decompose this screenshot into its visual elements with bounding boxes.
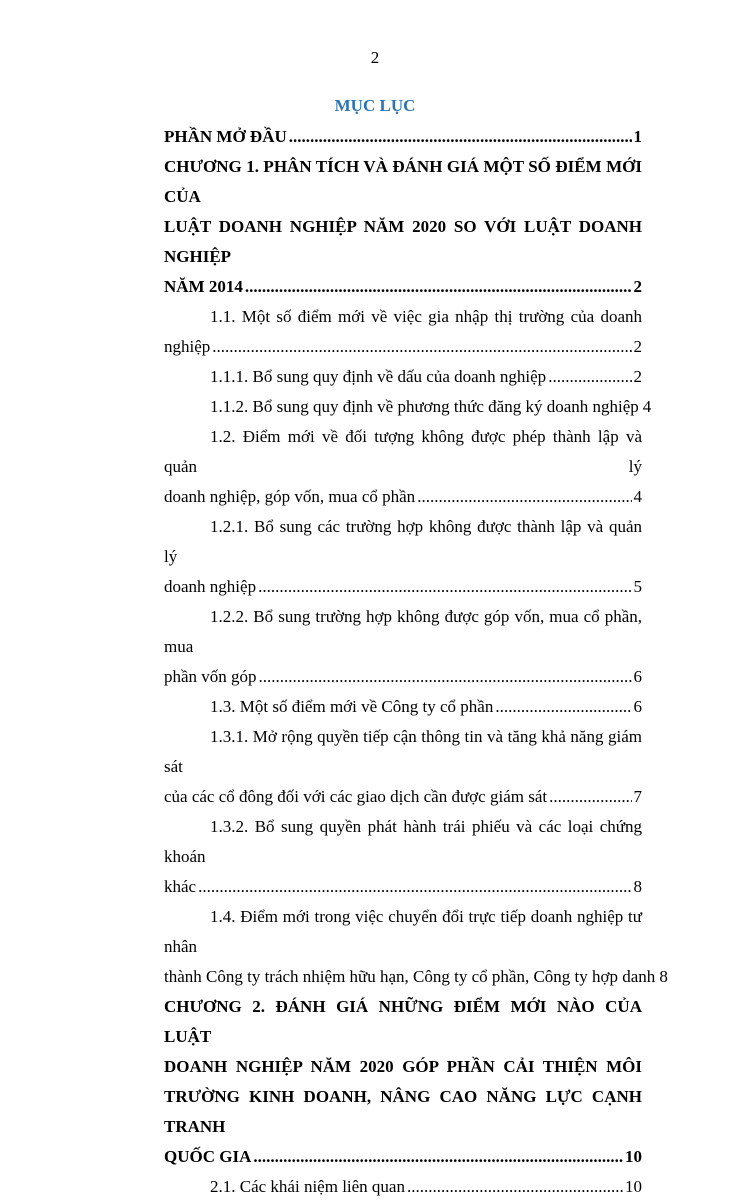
toc-entry-text: 1.1.1. Bổ sung quy định về dấu của doanh nghiệp (210, 367, 547, 386)
page-number: 2 (370, 48, 380, 67)
toc-page-number: 4 (642, 397, 652, 416)
dot-leader (417, 482, 631, 512)
toc-entry-text: 2.1. Các khái niệm liên quan (210, 1177, 405, 1196)
toc-page-number: 4 (633, 487, 642, 506)
dot-leader (198, 872, 631, 902)
dot-leader (495, 692, 631, 722)
toc-page-number: 10 (625, 1147, 642, 1166)
toc-entry-subsection[interactable] (164, 512, 642, 602)
dot-leader (212, 332, 631, 362)
toc-entry-text: 1.3. Một số điểm mới về Công ty cổ phần (210, 697, 494, 716)
toc-entry-text: NĂM 2014 (164, 277, 243, 296)
toc-page-number: 6 (633, 697, 642, 716)
toc-entry-line: 1.2.2. Bổ sung trường hợp không được góp vốn, mua cổ phần, mua (164, 607, 642, 656)
toc-entry-text: thành Công ty trách nhiệm hữu hạn, Công ty cổ phần, Công ty hợp danh (164, 967, 656, 986)
toc-entry-line: CHƯƠNG 1. PHÂN TÍCH VÀ ĐÁNH GIÁ MỘT SỐ ĐIỂM MỚI CỦA (164, 157, 642, 206)
dot-leader (253, 1142, 623, 1172)
toc-entry-text: của các cổ đông đối với các giao dịch cần được giám sát (164, 787, 548, 806)
dot-leader (259, 662, 632, 692)
toc-entry-text: PHẦN MỞ ĐẦU (164, 127, 287, 146)
toc-page-number: 8 (659, 967, 668, 986)
toc-entry-line: 1.2.1. Bổ sung các trường hợp không được thành lập và quản lý (164, 517, 642, 566)
toc-page-number: 2 (633, 367, 642, 386)
toc-entry-line: 1.1. Một số điểm mới về việc gia nhập thị trường của doanh (210, 307, 642, 326)
table-of-contents (164, 122, 668, 1202)
toc-entry-subsection[interactable] (164, 602, 642, 692)
toc-page-number: 6 (633, 667, 642, 686)
dot-leader (549, 782, 631, 812)
toc-entry-line: 1.3.2. Bổ sung quyền phát hành trái phiếu và các loại chứng khoán (164, 817, 642, 866)
toc-entry-chapter[interactable] (164, 992, 642, 1172)
toc-page-number: 10 (625, 1177, 642, 1196)
dot-leader (258, 572, 631, 602)
toc-entry-section[interactable] (164, 692, 642, 722)
toc-entry-chapter[interactable] (164, 152, 642, 302)
dot-leader (245, 272, 632, 302)
toc-entry-text: phần vốn góp (164, 667, 257, 686)
toc-page-number: 5 (633, 577, 642, 596)
toc-entry-subsection[interactable] (164, 362, 642, 392)
toc-entry-text: QUỐC GIA (164, 1147, 252, 1166)
toc-entry-subsection[interactable] (164, 392, 652, 422)
toc-page-number: 1 (633, 127, 642, 146)
toc-page-number: 8 (633, 877, 642, 896)
dot-leader (407, 1172, 623, 1202)
dot-leader (289, 122, 632, 152)
dot-leader (548, 362, 631, 392)
toc-entry-text: nghiệp (164, 337, 211, 356)
toc-entry-line: TRƯỜNG KINH DOANH, NÂNG CAO NĂNG LỰC CẠNH TRANH (164, 1087, 642, 1136)
toc-entry-line: CHƯƠNG 2. ĐÁNH GIÁ NHỮNG ĐIỂM MỚI NÀO CỦA LUẬT (164, 997, 642, 1046)
toc-page-number: 7 (633, 787, 642, 806)
toc-entry-section[interactable] (164, 1172, 642, 1202)
toc-entry-line: LUẬT DOANH NGHIỆP NĂM 2020 SO VỚI LUẬT DOANH NGHIỆP (164, 217, 642, 266)
toc-entry-subsection[interactable] (164, 812, 642, 902)
toc-entry-text: doanh nghiệp, góp vốn, mua cổ phần (164, 487, 416, 506)
toc-entry-text: khác (164, 877, 197, 896)
toc-entry-section[interactable] (164, 302, 642, 362)
toc-page-number: 2 (633, 337, 642, 356)
toc-entry-part[interactable] (164, 122, 642, 152)
toc-entry-section[interactable] (164, 902, 668, 992)
toc-entry-line: 1.2. Điểm mới về đối tượng không được phép thành lập và quản lý (164, 427, 642, 476)
toc-entry-line: 1.4. Điểm mới trong việc chuyển đổi trực tiếp doanh nghiệp tư nhân (164, 907, 642, 956)
toc-entry-text: 1.1.2. Bổ sung quy định về phương thức đăng ký doanh nghiệp (210, 397, 639, 416)
toc-entry-line: 1.3.1. Mở rộng quyền tiếp cận thông tin và tăng khả năng giám sát (164, 727, 642, 776)
toc-page-number: 2 (633, 277, 642, 296)
toc-title: MỤC LỤC (334, 96, 416, 115)
toc-entry-line: DOANH NGHIỆP NĂM 2020 GÓP PHẦN CẢI THIỆN MÔI (164, 1057, 642, 1076)
toc-entry-text: doanh nghiệp (164, 577, 257, 596)
toc-entry-subsection[interactable] (164, 722, 642, 812)
toc-entry-section[interactable] (164, 422, 642, 512)
